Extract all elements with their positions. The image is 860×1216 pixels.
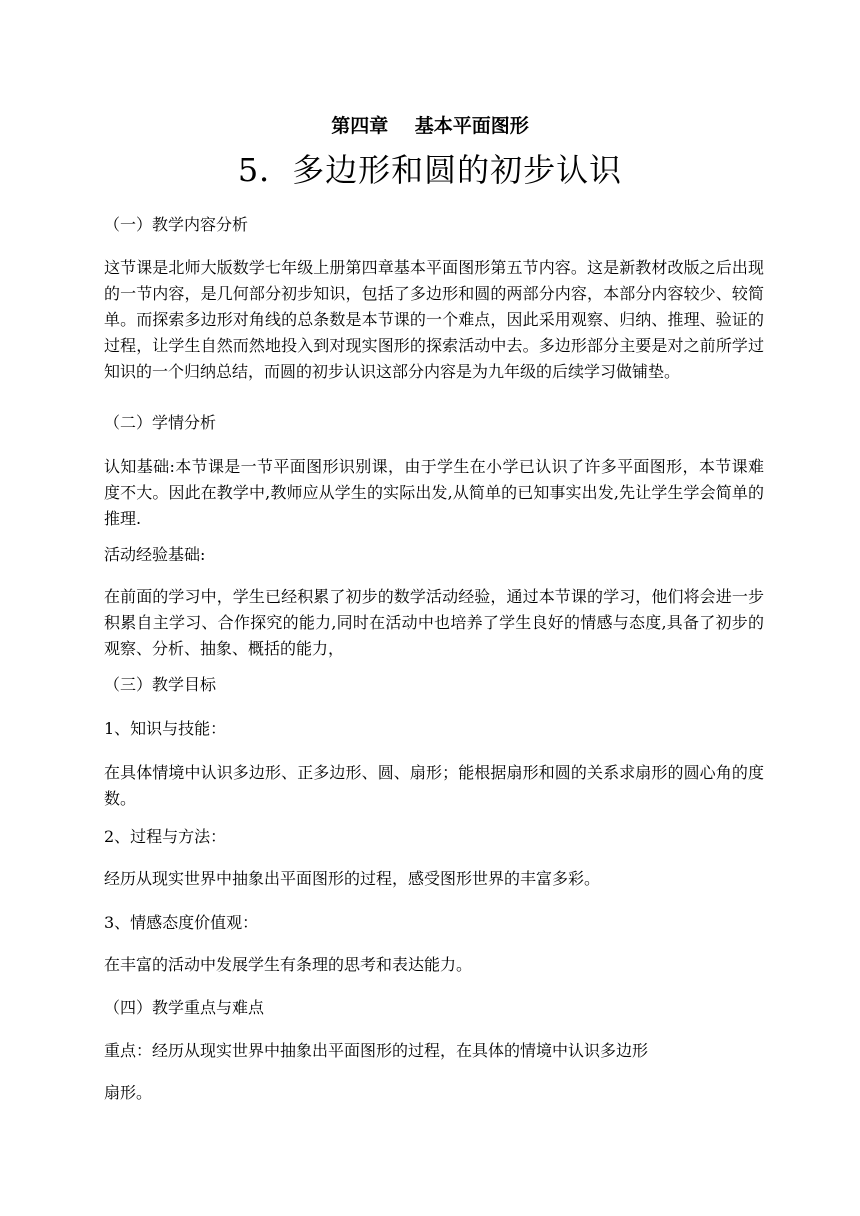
goal-label-process-methods: 2、过程与方法： [104,827,227,846]
paragraph-key-point: 重点：经历从现实世界中抽象出平面图形的过程，在具体的情境中认识多边形 [104,1041,649,1060]
section-heading-teaching-goals: （三）教学目标 [104,675,217,694]
goal-text-attitude-values: 在丰富的活动中发展学生有条理的思考和表达能力。 [104,955,473,974]
goal-label-attitude-values: 3、情感态度价值观： [104,913,259,932]
goal-text-knowledge-skills: 在具体情境中认识多边形、正多边形、圆、扇形；能根据扇形和圆的关系求扇形的圆心角的度数。 [104,763,764,808]
paragraph-content-analysis: 这节课是北师大版数学七年级上册第四章基本平面图形第五节内容。这是新教材改版之后出现的一节内容，是几何部分初步知识，包括了多边形和圆的两部分内容，本部分内容较少、较简单。而探索多边形对角线的总条数是本节课的一个难点，因此采用观察、归纳、推理、验证的过程，让学生自然而然地投入到对现实图形的探索活动中去。多边形部分主要是对之前所学过知识的一个归纳总结，而圆的初步认识这部分内容是为九年级的后续学习做铺垫。 [104,258,764,381]
paragraph-activity-experience: 在前面的学习中，学生已经积累了初步的数学活动经验，通过本节课的学习，他们将会进一步积累自主学习、合作探究的能力,同时在活动中也培养了学生良好的情感与态度,具备了初步的观察、分析、抽象、概括的能力， [104,587,764,658]
goal-label-knowledge-skills: 1、知识与技能： [104,719,227,738]
lesson-title: 5．多边形和圆的初步认识 [237,151,623,189]
label-activity-experience: 活动经验基础: [104,545,206,564]
section-heading-content-analysis: （一）教学内容分析 [104,215,249,234]
paragraph-key-point-continued: 扇形。 [104,1083,153,1102]
section-heading-key-points: （四）教学重点与难点 [104,998,265,1017]
section-heading-learner-analysis: （二）学情分析 [104,413,217,432]
paragraph-cognitive-basis: 认知基础:本节课是一节平面图形识别课，由于学生在小学已认识了许多平面图形，本节课难度不大。因此在教学中,教师应从学生的实际出发,从简单的已知事实出发,先让学生学会简单的推理. [104,457,764,528]
goal-text-process-methods: 经历从现实世界中抽象出平面图形的过程，感受图形世界的丰富多彩。 [104,869,601,888]
chapter-heading: 第四章 基本平面图形 [331,115,529,137]
